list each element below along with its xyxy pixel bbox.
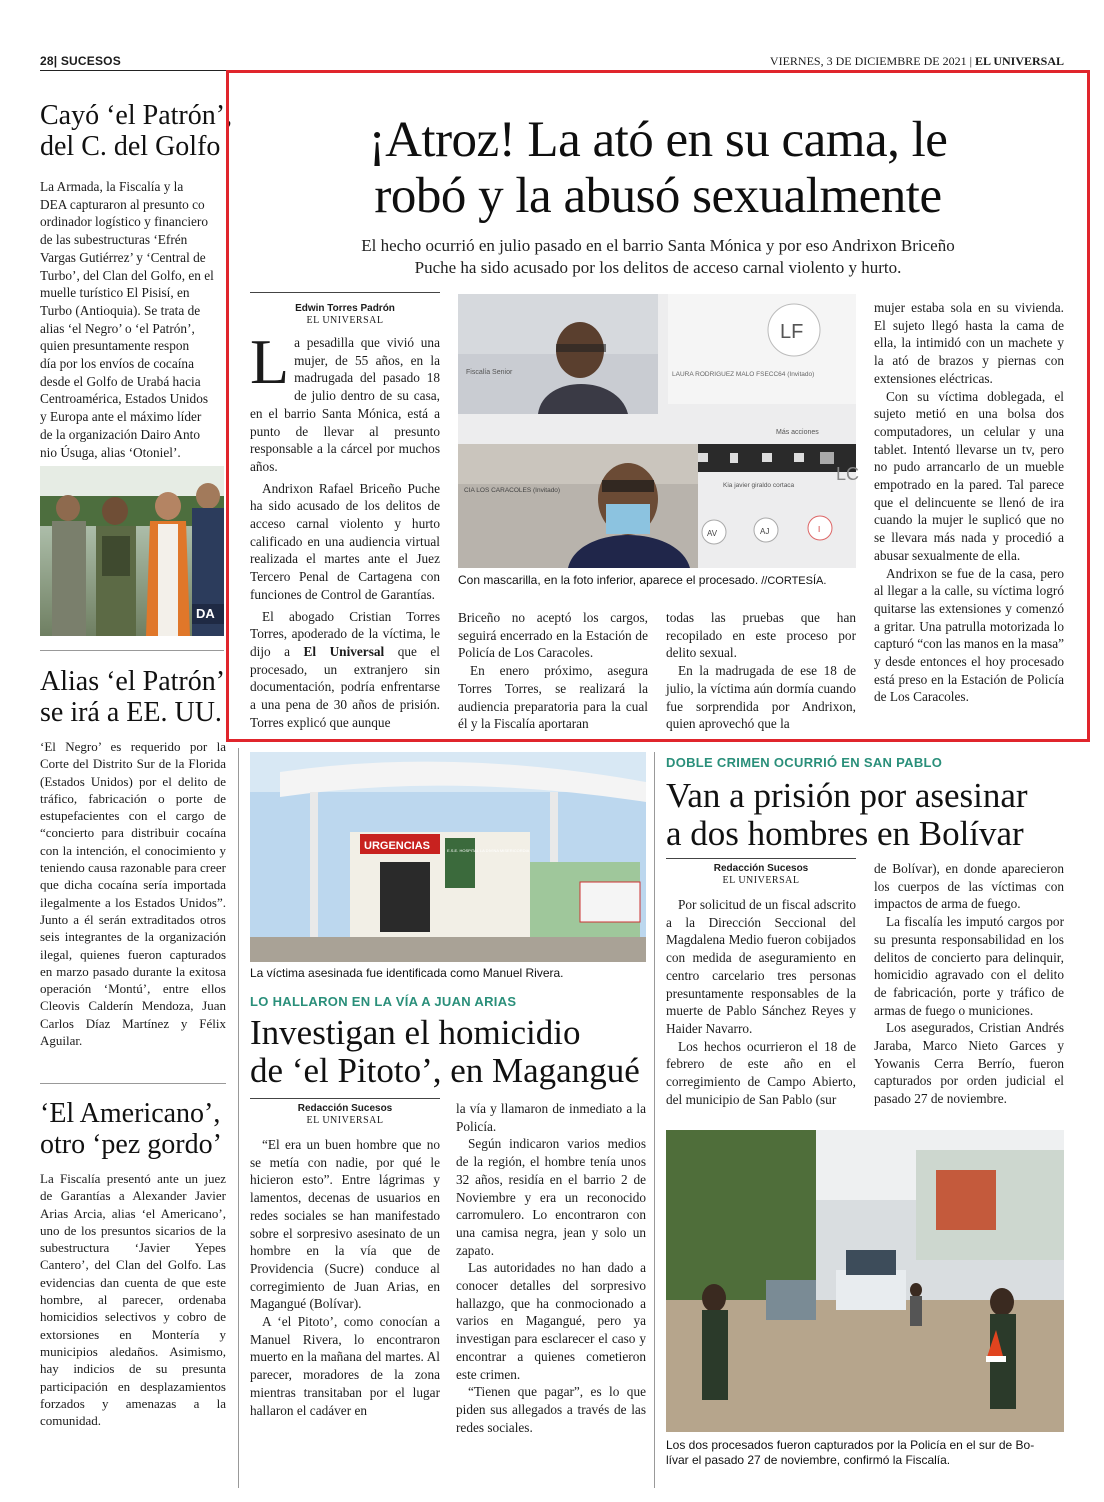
story1-title [40, 100, 233, 162]
hospital-illustration [250, 752, 646, 962]
videocall-illustration [458, 294, 860, 568]
photo-vest-text: DA [196, 606, 215, 621]
main-caption-text: Con mascarilla, en la foto inferior, aparece el procesado. [458, 573, 759, 587]
page-folio: 28| SUCESOS [40, 54, 121, 68]
magangue-byline-org: EL UNIVERSAL [306, 1115, 384, 1126]
police-illustration [666, 1130, 1064, 1432]
magangue-col2-p4: “Tienen que pagar”, es lo que piden sus allegados a través de las redes sociales. [456, 1384, 646, 1435]
hospital-photo-caption: La víctima asesinada fue identificada como Manuel Rivera. [250, 966, 564, 980]
videocall-photo [458, 294, 860, 568]
story1-title-line1: Cayó ‘el Patrón’, [40, 100, 233, 131]
urgencias-sign: URGENCIAS [364, 840, 431, 852]
story1-line: nio Úsuga, alias ‘Otoniel’. [40, 444, 181, 460]
main-headline-line1: ¡Atroz! La ató en su cama, le [368, 112, 948, 168]
bolivar-byline [666, 858, 856, 887]
more-actions-label: Más acciones [776, 429, 819, 436]
column-divider [238, 748, 239, 1488]
bolivar-headline-line2: a dos hombres en Bolívar [666, 814, 1024, 853]
avatar-av: AV [707, 529, 718, 538]
magangue-byline-name: Redacción Sucesos [297, 1103, 393, 1114]
page-date [770, 54, 1064, 69]
magangue-headline-line1: Investigan el homicidio [250, 1013, 581, 1052]
story1-line: y Europa ante el máximo líder [40, 409, 202, 425]
main-col1-p3a: El abogado Cristian Torres Torres, apoderado de la víctima, le dijo a [250, 608, 440, 659]
magangue-col2-p2: Según indicaron varios medios de la región, el hombre tenía unos 32 años, residía en el barrio 2 de Noviembre y era un reconocido carromulero. Lo encontraron con una camisa negra, jean y solo un zapato. [456, 1136, 646, 1258]
main-col2-p1: Briceño no aceptó los cargos, seguirá encerrado en la Estación de Policía de Los Caracoles. [458, 610, 648, 661]
main-col2-p2: En enero próximo, asegura Torres Torres, se realizará la audiencia preparatoria para la cual él y la Fiscalía aportaran [458, 663, 648, 732]
tile-side-letters: LC [836, 464, 860, 484]
story2-title-line1: Alias ‘el Patrón’ [40, 666, 226, 697]
main-col1-p3 [250, 608, 440, 732]
hospital-sign: E.S.E. HOSPITAL LA DIVINA MISERICORDIA [447, 848, 530, 853]
story1-body [40, 178, 220, 461]
story1-line: muelle turístico El Pisisí, en [40, 285, 190, 301]
main-col3-p1: todas las pruebas que han recopilado en este proceso por delito sexual. [666, 610, 856, 661]
story1-line: Turbo’, del Clan del Golfo, en el [40, 267, 214, 283]
story2-title-line2: se irá a EE. UU. [40, 697, 222, 728]
story2-title [40, 666, 226, 728]
main-caption-credit: //CORTESÍA. [758, 575, 827, 587]
avatar-aj: AJ [760, 527, 770, 536]
police-photo-caption [666, 1438, 1064, 1468]
story1-line: Centroamérica, Estados Unidos [40, 391, 209, 407]
drop-cap: L [250, 326, 290, 397]
story3-title-line1: ‘El Americano’, [40, 1098, 221, 1129]
story3-title-line2: otro ‘pez gordo’ [40, 1129, 222, 1160]
story1-line: alias ‘el Negro’ o ‘el Patrón’, [40, 320, 195, 336]
tile-top-name: Fiscalía Senior [466, 369, 513, 376]
main-col1 [250, 326, 440, 731]
story1-line: ordinador logístico y financiero [40, 214, 209, 230]
police-caption-line2: lívar el pasado 27 de noviembre, confirmó la Fiscalía. [666, 1453, 951, 1467]
avatar-i: I [818, 525, 821, 534]
tile-name: LAURA RODRIGUEZ MALO FSECC64 (Invitado) [672, 371, 815, 378]
magangue-col1 [250, 1136, 440, 1419]
bolivar-col1-p2: Los hechos ocurrieron el 18 de febrero de este año en el corregimiento de Campo Abierto, del municipio de San Pablo (sur [666, 1038, 856, 1107]
main-col1-p2: Andrixon Rafael Briceño Puche ha sido acusado de los delitos de acceso carnal violento y hurto calificado en una audiencia virtual realizada el martes ante el Juez Tercero Penal de Cartagena con funciones de Control de Garantías. [250, 480, 440, 602]
story2-body [40, 738, 226, 1049]
participant-name: Kia javier giraldo cortaca [723, 482, 795, 489]
bolivar-headline-line1: Van a prisión por asesinar [666, 776, 1028, 815]
bolivar-col2 [874, 860, 1064, 1108]
story1-line: de las subestructuras ‘Efrén [40, 232, 188, 248]
bolivar-col1 [666, 896, 856, 1108]
story1-line: Vargas Gutiérrez’ y ‘Central de [40, 249, 206, 265]
story1-line: desde el Golfo de Urabá hacia [40, 373, 201, 389]
byline-name: Edwin Torres Padrón [295, 303, 395, 314]
lower-tile-name: CIA LOS CARACOLES (Invitado) [464, 487, 561, 494]
left-divider-1 [40, 650, 224, 651]
story3-body [40, 1170, 226, 1429]
story2-paragraph: ‘El Negro’ es requerido por la Corte del Distrito Sur de la Florida (Estados Unidos) por el delito de tráfico, fabricación o porte de estupefacientes con el cargo de “concierto para distribuir cocaína con la intención, el conocimiento y teniendo causa razonable para creer que dicha cocaína sería importada ilegalmente a los Estados Unidos”. Junto a él serán extraditados otros seis integrantes de la organización ilegal, quienes fueron capturados en marzo pasado durante la exitosa operación ‘Montú’, entre ellos Cleovis Calderín Mendoza, Juan Carlos Díaz Martínez y Félix Aguilar. [40, 739, 226, 1049]
date-text: VIERNES, 3 DE DICIEMBRE DE 2021 | [769, 54, 972, 68]
magangue-col2 [456, 1100, 646, 1436]
left-divider-2 [40, 1083, 226, 1084]
police-photo [666, 1130, 1064, 1432]
story3-title [40, 1098, 226, 1160]
main-col1-p1: a pesadilla que vivió una mujer, de 55 años, en la madrugada del pasado 18 de julio dentro de su casa, en el barrio Santa Mónica, está a punto de llevar al presunto responsable a la cárcel por muchos años. [250, 335, 440, 474]
main-col2 [458, 609, 648, 733]
bolivar-col1-p1: Por solicitud de un fiscal adscrito a la Dirección Seccional del Magdalena Medio fueron cobijados con medida de aseguramiento en centro carcelario tres personas presuntamente responsables de la muerte de Pablo Sánchez Reyes y Haider Navarro. [666, 897, 856, 1036]
main-deck-line1: El hecho ocurrió en julio pasado en el barrio Santa Mónica y por eso Andrixon Briceño [361, 236, 955, 255]
story2 [40, 666, 226, 1049]
story1-line: día por los envíos de cocaína [40, 356, 194, 372]
main-col4-p1: mujer estaba sola en su vivienda. El sujeto llegó hasta la cama de ella, la intimidó con un machete y la ató de brazos y piernas con extensiones eléctricas. [874, 300, 1064, 386]
main-col3 [666, 609, 856, 733]
story3 [40, 1098, 226, 1429]
paper-name: EL UNIVERSAL [974, 54, 1064, 68]
bolivar-col2-p1: de Bolívar), en donde aparecieron los cuerpos de las víctimas con impactos de arma de fuego. [874, 861, 1064, 912]
magangue-headline-line2: de ‘el Pitoto’, en Magangué [250, 1051, 640, 1090]
soldiers-photo-illustration [40, 466, 224, 636]
bolivar-byline-name: Redacción Sucesos [713, 863, 809, 874]
main-col4 [874, 299, 1064, 706]
tile-initials: LF [780, 321, 804, 343]
main-col3-p2: En la madrugada de ese 18 de julio, la víctima aún dormía cuando fue sorprendida por Andrixon, quien aprovechó que la [666, 663, 856, 732]
magangue-col1-p2: A ‘el Pitoto’, como conocían a Manuel Rivera, lo encontraron muerto en la mañana del martes. Al parecer, moradores de la zona mientras transitaban por el lugar hallaron el cadáver en [250, 1314, 440, 1418]
magangue-col1-p1: “El era un buen hombre que no se metía con nadie, por qué le hicieron esto”. Entre lágrimas y lamentos, decenas de usuarios en redes sociales se han manifestado sobre el sorpresivo asesinato de un hombre en la vía que de Providencia (Sucre) conduce al corregimiento de Juan Arias, en Magangué (Bolívar). [250, 1137, 440, 1312]
bolivar-col2-p2: La fiscalía les imputó cargos por su presunta responsabilidad en los delitos de concierto para delinquir, homicidio agravado con el delito de fabricación, porte y tráfico de armas de fuego o municiones. [874, 914, 1064, 1018]
police-caption-line1: Los dos procesados fueron capturados por la Policía en el sur de Bo- [666, 1438, 1035, 1452]
main-col1-p3c: que el procesado, un extranjero sin documentación, podría enfrentarse a una pena de 30 años de prisión. Torres explicó que aunque [250, 643, 440, 730]
story3-paragraph: La Fiscalía presentó ante un juez de Garantías a Alexander Javier Arias Arcia, alias ‘el Americano’, uno de los presuntos sicarios de la subestructura ‘Javier Yepes Cantero’, del Clan del Golfo. Las evidencias dan cuenta de que este hombre, al parecer, ordenaba homicidios selectivos y cobro de extorsiones en Montería y municipios aledaños. Asimismo, hay indicios de su presunta participación en desplazamientos forzados y amenazas a la comunidad. [40, 1171, 226, 1429]
magangue-col2-p3: Las autoridades no han dado a conocer detalles del sorpresivo hallazgo, que ha conmocionado a varios en Magangué, pero ya investigan para esclarecer el caso y encontrar a quienes cometieron este crimen. [456, 1260, 646, 1382]
main-headline-line2: robó y la abusó sexualmente [374, 168, 942, 224]
main-deck [250, 235, 1066, 279]
story1-line: quien presuntamente respon [40, 338, 190, 354]
magangue-headline [250, 1014, 650, 1090]
bolivar-kicker: DOBLE CRIMEN OCURRIÓ EN SAN PABLO [666, 755, 943, 770]
story1-photo [40, 466, 224, 636]
main-deck-line2: Puche ha sido acusado por los delitos de acceso carnal violento y hurto. [414, 258, 902, 277]
main-col4-p3: Andrixon se fue de la casa, pero al llegar a la calle, su víctima logró quitarse las extensiones y comenzó a gritar. Una patrulla motorizada lo capturó “con las manos en la masa” y desde entonces el hoy procesado está preso en la Estación de Policía de Los Caracoles. [874, 565, 1064, 705]
hospital-photo [250, 752, 646, 962]
bolivar-headline [666, 777, 1066, 853]
bolivar-col2-p3: Los asegurados, Cristian Andrés Jaraba, Marco Nieto Garces y Yowanis Cerra Berrío, fueron capturados por orden judicial el pasado 27 de noviembre. [874, 1020, 1064, 1107]
byline-org: EL UNIVERSAL [306, 315, 384, 326]
story1-line: Turbo (Antioquia). Se trata de [40, 302, 201, 318]
main-photo-caption [458, 573, 856, 589]
bolivar-byline-org: EL UNIVERSAL [722, 875, 800, 886]
magangue-byline [250, 1098, 440, 1127]
right-column-divider [654, 752, 655, 1488]
story1-title-line2: del C. del Golfo [40, 131, 221, 162]
main-headline [250, 112, 1066, 224]
main-col1-p3b: El Universal [303, 643, 385, 659]
magangue-col2-p1: la vía y llamaron de inmediato a la Policía. [456, 1101, 646, 1134]
story1-line: DEA capturaron al presunto co [40, 196, 205, 212]
main-col4-p2: Con su víctima doblegada, el sujeto metió en una bolsa dos computadores, un celular y una tablet. Intentó llevarse un tv, pero no pudo arrancarlo de un mueble empotrado en la pared. Tal parece que el delincuente se llenó de ira cuando la mujer le suplicó que no se llevara más nada y procedió a abusar sexualmente de ella. [874, 388, 1064, 563]
story1-line: La Armada, la Fiscalía y la [40, 179, 184, 194]
story1-line: de la organización Dairo Anto [40, 426, 201, 442]
main-byline [250, 292, 440, 327]
magangue-kicker: LO HALLARON EN LA VÍA A JUAN ARIAS [250, 994, 517, 1009]
